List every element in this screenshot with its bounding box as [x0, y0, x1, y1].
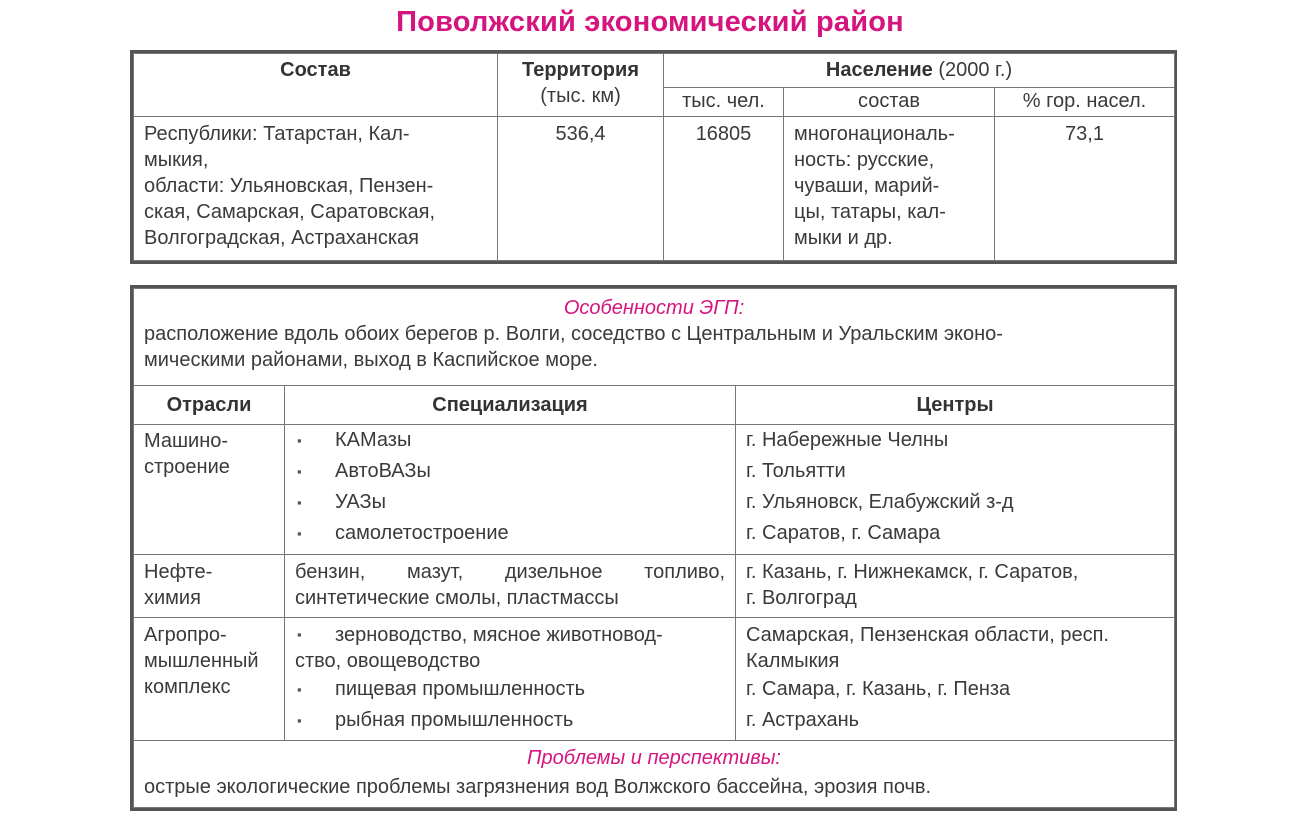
page-title: Поволжский экономический район — [396, 6, 904, 38]
list-item: ▪ КАМазы — [295, 425, 725, 456]
bullet-icon: ▪ — [297, 464, 302, 479]
spec-machine-building — [285, 425, 736, 555]
cell-territory: 536,4 — [498, 117, 664, 261]
centers-petrochemistry: г. Казань, г. Нижнекамск, г. Саратов, г. Волгоград — [736, 555, 1175, 618]
header-branch: Отрасли — [134, 386, 285, 425]
centers-machine-building: г. Набережные Челны г. Тольятти г. Ульяновск, Елабужский з-д г. Саратов, г. Самара — [736, 425, 1175, 555]
cell-pop-composition: многонациональ- ность: русские, чуваши, марий- цы, татары, кал- мыки и др. — [784, 117, 995, 261]
header-population: Население (2000 г.) — [664, 54, 1175, 88]
bullet-icon: ▪ — [297, 495, 302, 510]
bullet-icon: ▪ — [297, 682, 302, 697]
header-pop-thousands: тыс. чел. — [664, 88, 784, 117]
bullet-icon: ▪ — [297, 627, 302, 642]
branch-petrochemistry: Нефте- химия — [134, 555, 285, 618]
bullet-icon: ▪ — [297, 713, 302, 728]
cell-urban-pct: 73,1 — [995, 117, 1175, 261]
problems-section — [134, 741, 1175, 808]
list-item: ▪ АвтоВАЗы — [295, 456, 725, 487]
problems-heading: Проблемы и перспективы: — [527, 747, 781, 769]
list-item: ▪ самолетостроение — [295, 518, 725, 549]
header-composition: Состав — [134, 54, 498, 117]
spec-petrochemistry: бензин, мазут, дизельное топливо, синтетические смолы, пластмассы — [285, 555, 736, 618]
problems-text: острые экологические проблемы загрязнения вод Волжского бассейна, эрозия почв. — [144, 776, 932, 798]
list-item: ▪ УАЗы — [295, 487, 725, 518]
branch-machine-building: Машино- строение — [134, 425, 285, 555]
spec-agro-complex: ▪ зерноводство, мясное животновод- ство, овощеводство ▪ пищевая промышленность ▪ рыбная промышленность — [285, 618, 736, 741]
bullet-icon: ▪ — [297, 526, 302, 541]
industry-table — [130, 285, 1177, 811]
list-item: ▪ зерноводство, мясное животновод- — [297, 624, 663, 646]
header-pop-urban: % гор. насел. — [995, 88, 1175, 117]
bullet-icon: ▪ — [297, 433, 302, 448]
header-territory: Территория (тыс. км) — [498, 54, 664, 117]
egp-heading: Особенности ЭГП: — [563, 297, 745, 319]
list-item: ▪ рыбная промышленность — [295, 705, 725, 736]
cell-composition: Республики: Татарстан, Кал- мыкия, области: Ульяновская, Пензен- ская, Самарская, Саратовская, Волгоградская, Астраханская — [134, 117, 498, 261]
header-specialization: Специализация — [285, 386, 736, 425]
centers-agro-complex: Самарская, Пензенская области, респ. Калмыкия г. Самара, г. Казань, г. Пенза г. Астрахань — [736, 618, 1175, 741]
branch-agro-complex: Агропро- мышленный комплекс — [134, 618, 285, 741]
list-item: ▪ пищевая промышленность — [295, 674, 725, 705]
cell-population: 16805 — [664, 117, 784, 261]
composition-table — [130, 50, 1177, 264]
egp-section: Особенности ЭГП: расположение вдоль обоих берегов р. Волги, соседство с Центральным и Уральским эконо- мическими районами, выход в Каспийское море. — [134, 289, 1175, 386]
header-centers: Центры — [736, 386, 1175, 425]
header-pop-composition: состав — [784, 88, 995, 117]
